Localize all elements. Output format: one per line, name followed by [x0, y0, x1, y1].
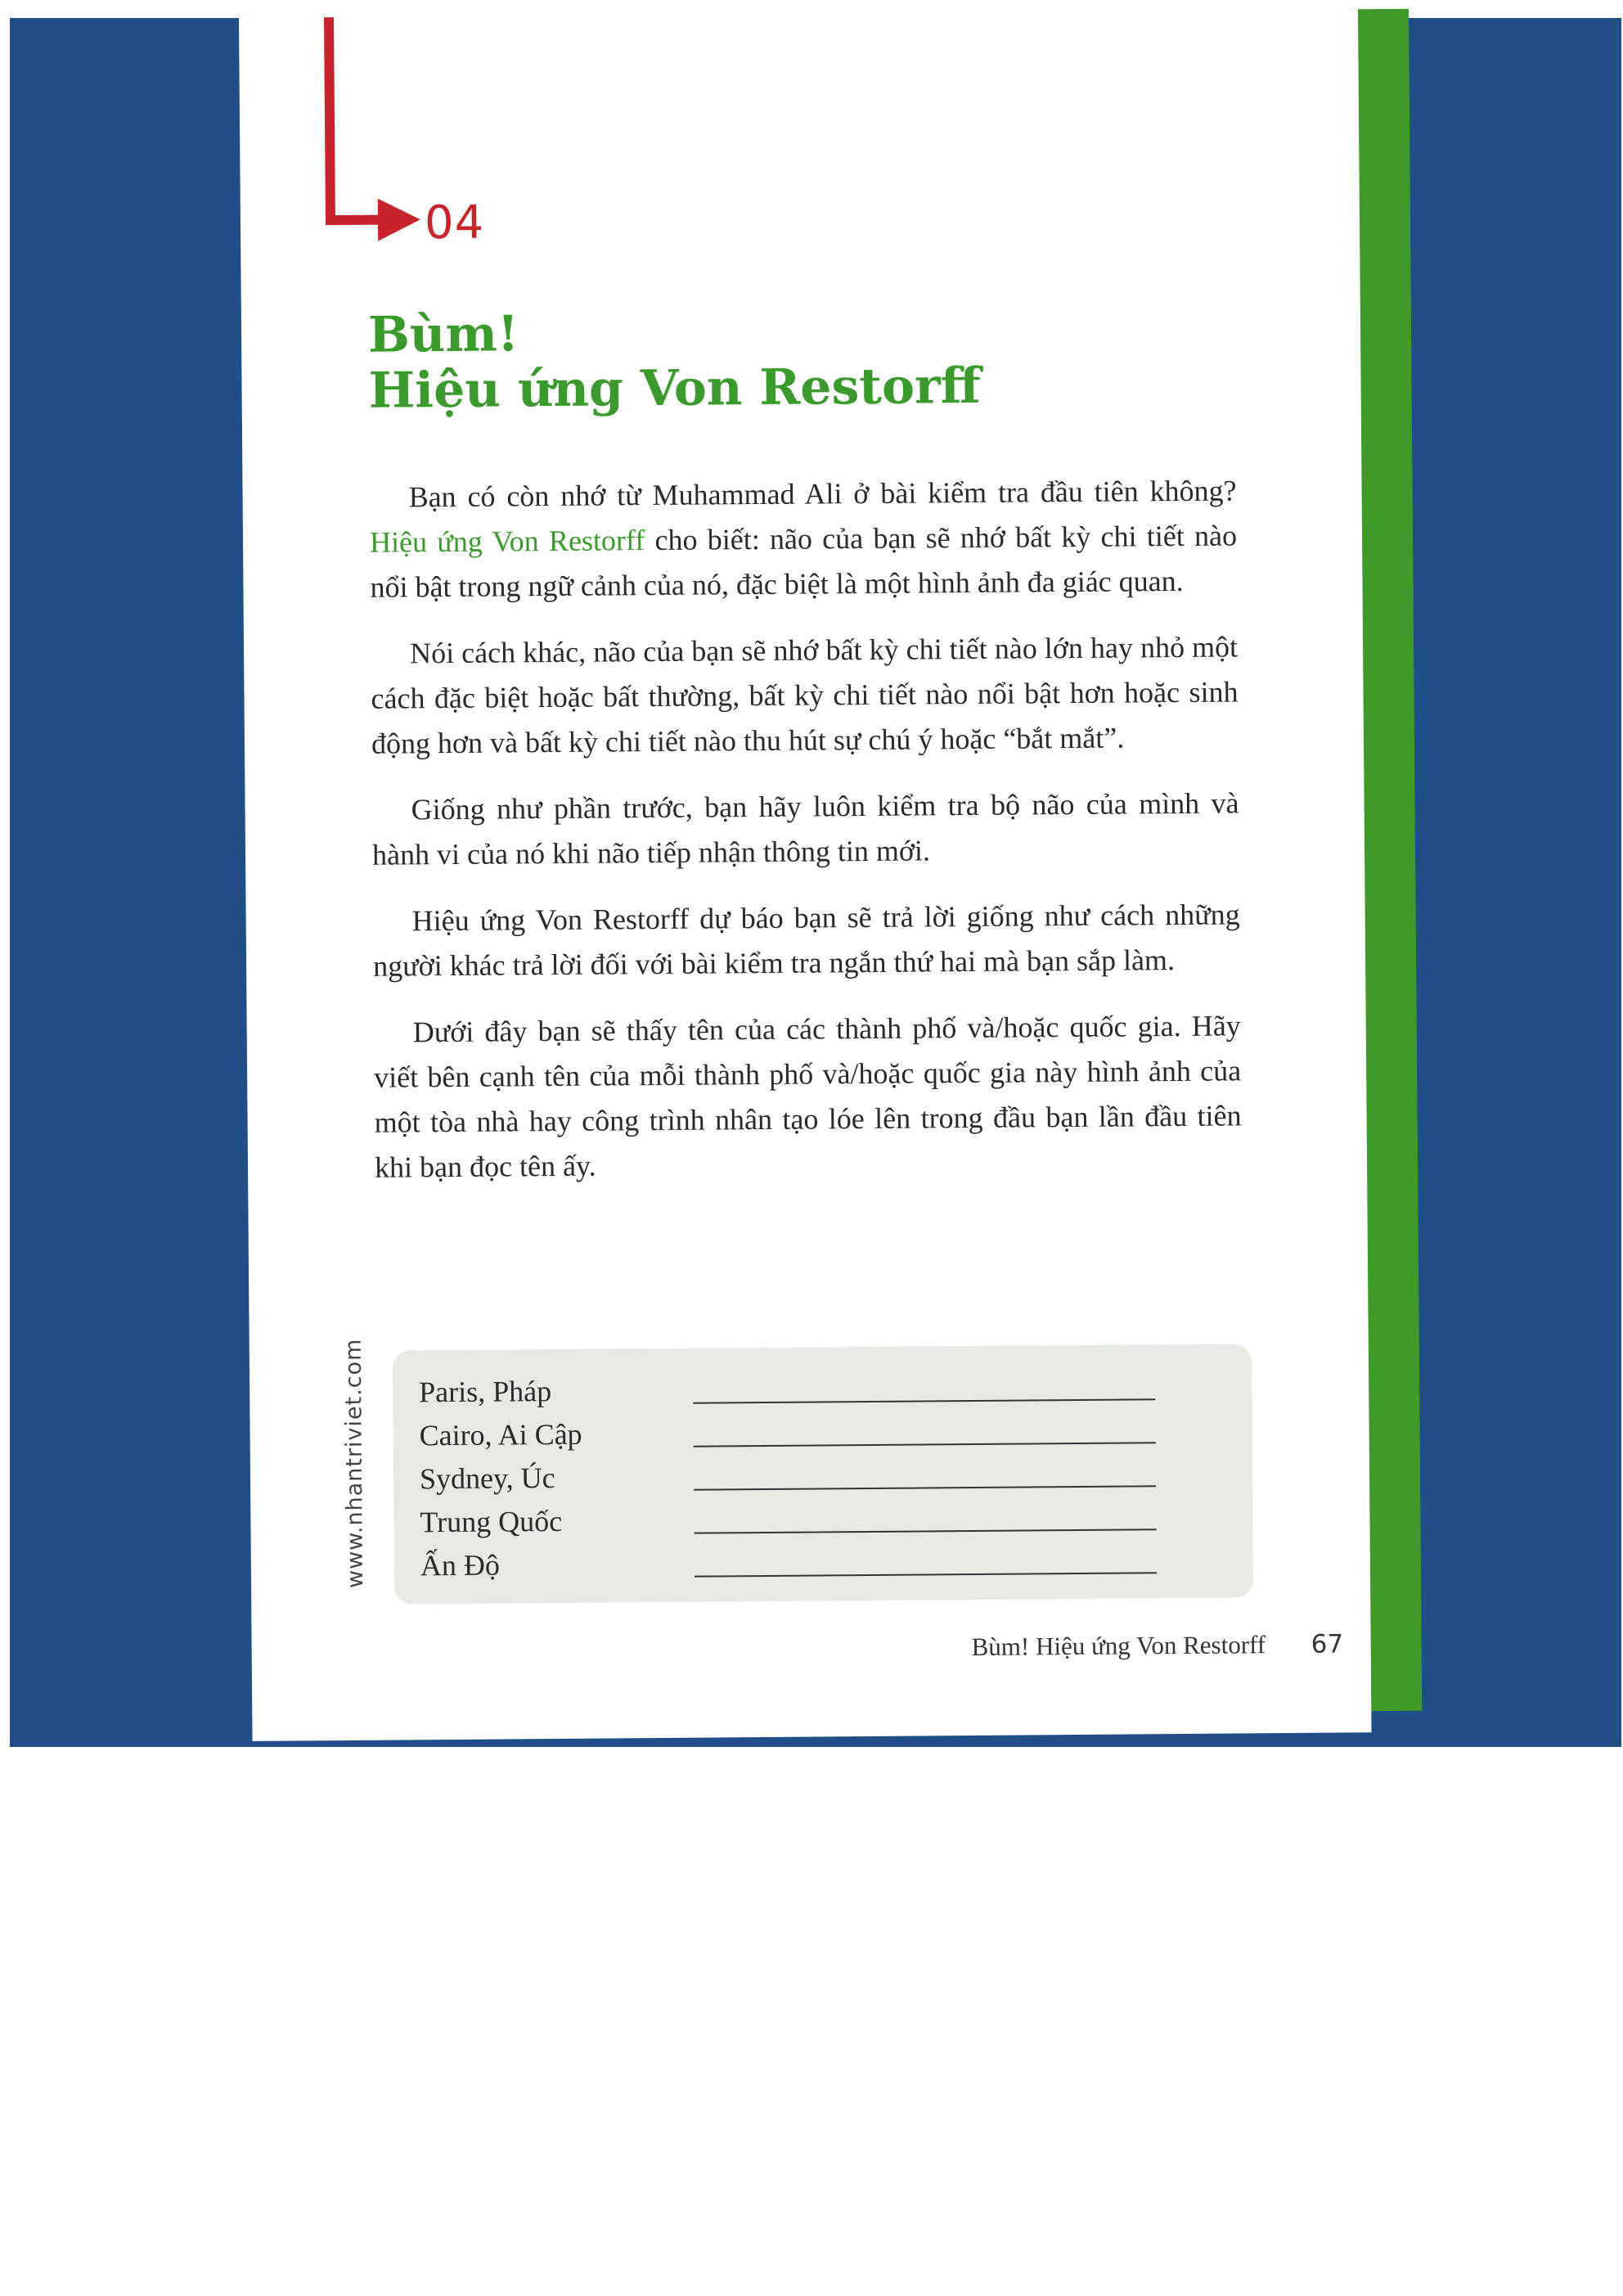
answer-row	[419, 1362, 1204, 1411]
answer-blank-line[interactable]	[693, 1398, 1155, 1403]
chapter-title	[368, 303, 981, 419]
answer-label: Sydney, Úc	[419, 1461, 555, 1496]
answer-box	[393, 1344, 1253, 1604]
book-page	[239, 9, 1371, 1741]
paragraph: Dưới đây bạn sẽ thấy tên của các thành phố và/hoặc quốc gia. Hãy viết bên cạnh tên của mỗi thành phố và/hoặc quốc gia này hình ảnh của một tòa nhà hay công trình nhân tạo lóe lên trong đầu bạn lần đầu tiên khi bạn đọc tên ấy.	[374, 1009, 1242, 1184]
answer-blank-line[interactable]	[695, 1528, 1157, 1533]
paragraph-text: cho biết: não của bạn sẽ nhớ bất kỳ chi tiết nào nổi bật trong ngữ cảnh của nó, đặc biệt là một hình ảnh đa giác quan.	[370, 519, 1238, 604]
paragraph	[369, 468, 1237, 610]
paragraph: Nói cách khác, não của bạn sẽ nhớ bất kỳ chi tiết nào lớn hay nhỏ một cách đặc biệt hoặc bất thường, bất kỳ chi tiết nào nổi bật hơn hoặc sinh động hơn và bất kỳ chi tiết nào thu hút sự chú ý hoặc “bắt mắt”.	[371, 630, 1239, 760]
body-text	[369, 468, 1242, 1211]
answer-row	[420, 1449, 1205, 1498]
answer-blank-line[interactable]	[694, 1442, 1156, 1447]
answer-blank-line[interactable]	[694, 1485, 1156, 1490]
paragraph-text: Bạn có còn nhớ từ Muhammad Ali ở bài kiểm tra đầu tiên không?	[408, 474, 1237, 514]
running-footer-title: Bùm! Hiệu ứng Von Restorff	[971, 1630, 1266, 1662]
paragraph: Giống như phần trước, bạn hãy luôn kiểm tra bộ não của mình và hành vi của nó khi não tiếp nhận thông tin mới.	[371, 786, 1239, 871]
answer-blank-line[interactable]	[695, 1572, 1157, 1577]
page-number: 67	[1311, 1629, 1344, 1659]
answer-label: Trung Quốc	[420, 1504, 563, 1539]
answer-row	[420, 1536, 1206, 1585]
red-corner-arrow-icon	[317, 16, 434, 263]
chapter-title-line-1: Bùm!	[367, 305, 519, 364]
answer-label: Paris, Pháp	[419, 1375, 552, 1409]
answer-label: Ấn Độ	[420, 1548, 501, 1582]
highlighted-term: Hiệu ứng Von Restorff	[369, 524, 645, 559]
chapter-title-line-2: Hiệu ứng Von Restorff	[368, 357, 982, 420]
side-website-url: www.nhantriviet.com	[340, 1338, 369, 1589]
chapter-number: 04	[424, 196, 485, 250]
answer-row	[420, 1492, 1205, 1542]
answer-label: Cairo, Ai Cập	[419, 1417, 582, 1452]
paragraph: Hiệu ứng Von Restorff dự báo bạn sẽ trả lời giống như cách những người khác trả lời đối với bài kiểm tra ngắn thứ hai mà bạn sắp làm.	[372, 898, 1240, 983]
book-page-spread	[239, 9, 1430, 1741]
answer-row	[419, 1406, 1204, 1455]
